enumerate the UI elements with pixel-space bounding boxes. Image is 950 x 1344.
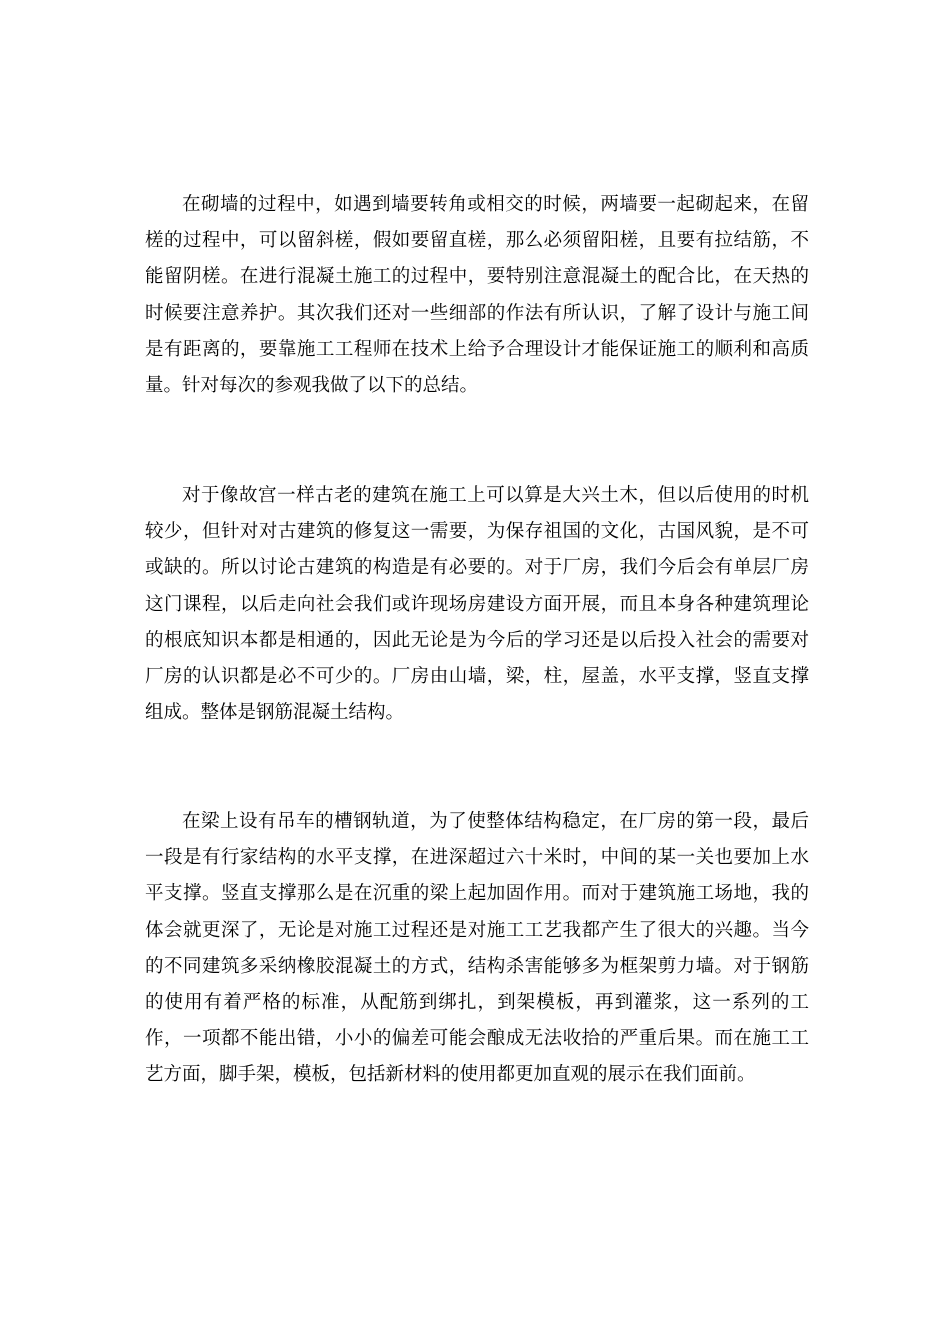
body-paragraph: 对于像故宫一样古老的建筑在施工上可以算是大兴土木，但以后使用的时机较少，但针对对古建筑的修复这一需要，为保存祖国的文化，古国风貌，是不可或缺的。所以讨论古建筑的构造是有必要的。对于厂房，我们今后会有单层厂房这门课程，以后走向社会我们或许现场房建设方面开展，而且本身各种建筑理论的根底知识本都是相通的，因此无论是为今后的学习还是以后投入社会的需要对厂房的认识都是必不可少的。厂房由山墙，梁，柱，屋盖，水平支撑，竖直支撑组成。整体是钢筋混凝土结构。 <box>145 485 809 724</box>
body-paragraph: 在砌墙的过程中，如遇到墙要转角或相交的时候，两墙要一起砌起来，在留槎的过程中，可以留斜槎，假如要留直槎，那么必须留阳槎，且要有拉结筋，不能留阴槎。在进行混凝土施工的过程中，要特别注意混凝土的配合比，在天热的时候要注意养护。其次我们还对一些细部的作法有所认识，了解了设计与施工间是有距离的，要靠施工工程师在技术上给予合理设计才能保证施工的顺利和高质量。针对每次的参观我做了以下的总结。 <box>145 194 809 397</box>
body-paragraph: 在梁上设有吊车的槽钢轨道，为了使整体结构稳定，在厂房的第一段，最后一段是有行家结构的水平支撑，在进深超过六十米时，中间的某一关也要加上水平支撑。竖直支撑那么是在沉重的梁上起加固作用。而对于建筑施工场地，我的体会就更深了，无论是对施工过程还是对施工工艺我都产生了很大的兴趣。当今的不同建筑多采纳橡胶混凝土的方式，结构杀害能够多为框架剪力墙。对于钢筋的使用有着严格的标准，从配筋到绑扎，到架模板，再到灌浆，这一系列的工作，一项都不能出错，小小的偏差可能会酿成无法收拾的严重后果。而在施工工艺方面，脚手架，模板，包括新材料的使用都更加直观的展示在我们面前。 <box>145 811 809 1086</box>
